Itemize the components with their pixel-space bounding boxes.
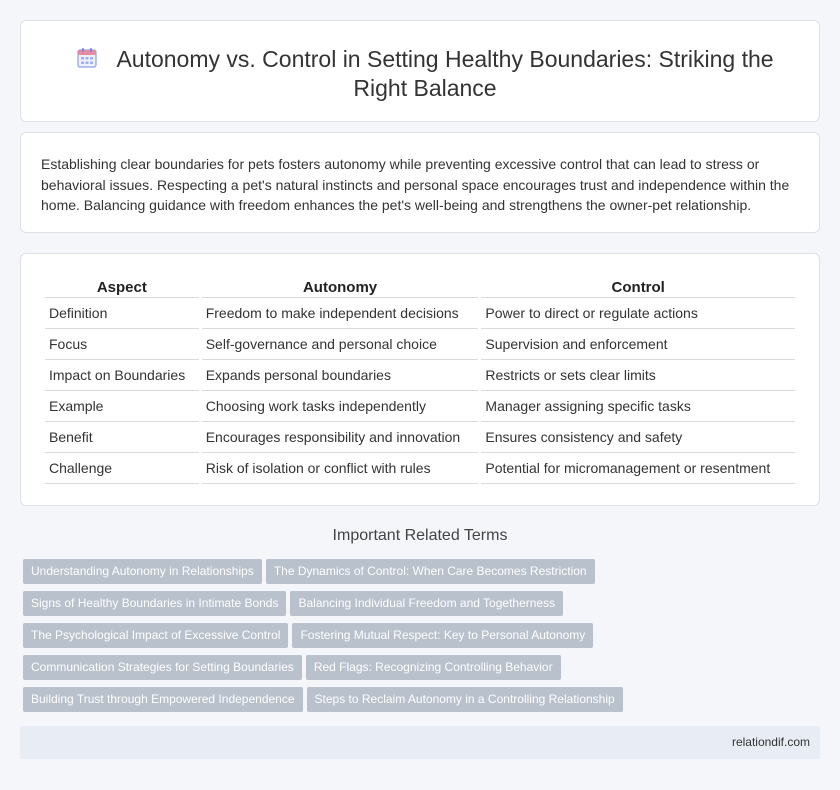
related-term-link[interactable]: The Dynamics of Control: When Care Becomes Restriction <box>266 559 595 584</box>
table-cell: Example <box>45 391 199 422</box>
related-terms-list <box>23 559 633 719</box>
table-header-row <box>45 276 795 298</box>
title-card <box>20 20 820 122</box>
table-cell: Challenge <box>45 453 199 484</box>
table-cell: Choosing work tasks independently <box>202 391 479 422</box>
table-cell: Benefit <box>45 422 199 453</box>
comparison-table <box>42 276 798 484</box>
related-term-link[interactable]: The Psychological Impact of Excessive Control <box>23 623 288 648</box>
related-term-link[interactable]: Signs of Healthy Boundaries in Intimate Bonds <box>23 591 286 616</box>
table-cell: Potential for micromanagement or resentment <box>481 453 795 484</box>
related-term-link[interactable]: Steps to Reclaim Autonomy in a Controlling Relationship <box>307 687 623 712</box>
table-cell: Encourages responsibility and innovation <box>202 422 479 453</box>
table-cell: Manager assigning specific tasks <box>481 391 795 422</box>
table-cell: Expands personal boundaries <box>202 360 479 391</box>
comparison-table-card <box>20 253 820 506</box>
table-cell: Restricts or sets clear limits <box>481 360 795 391</box>
table-cell: Risk of isolation or conflict with rules <box>202 453 479 484</box>
table-cell: Focus <box>45 329 199 360</box>
column-header-autonomy: Autonomy <box>202 276 479 298</box>
table-cell: Supervision and enforcement <box>481 329 795 360</box>
table-cell: Freedom to make independent decisions <box>202 298 479 329</box>
related-term-link[interactable]: Building Trust through Empowered Independence <box>23 687 303 712</box>
footer-site-link[interactable]: relationdif.com <box>731 735 810 749</box>
table-cell: Impact on Boundaries <box>45 360 199 391</box>
table-row <box>45 360 795 391</box>
table-row <box>45 298 795 329</box>
table-cell: Ensures consistency and safety <box>481 422 795 453</box>
column-header-aspect: Aspect <box>45 276 199 298</box>
related-term-link[interactable]: Communication Strategies for Setting Boundaries <box>23 655 302 680</box>
intro-text: Establishing clear boundaries for pets fosters autonomy while preventing excessive control that can lead to stress or behavioral issues. Respecting a pet's natural instincts and personal space encourages trust and independence within the home. Balancing guidance with freedom enhances the pet's well-being and strengthens the owner-pet relationship. <box>41 156 790 213</box>
table-row <box>45 422 795 453</box>
column-header-control: Control <box>481 276 795 298</box>
related-term-link[interactable]: Fostering Mutual Respect: Key to Personal Autonomy <box>292 623 593 648</box>
table-cell: Self-governance and personal choice <box>202 329 479 360</box>
table-row <box>45 391 795 422</box>
page-title-wrap <box>61 45 789 103</box>
table-cell: Definition <box>45 298 199 329</box>
table-row <box>45 453 795 484</box>
calendar-icon <box>76 47 98 69</box>
footer <box>20 726 820 759</box>
table-row <box>45 329 795 360</box>
related-term-link[interactable]: Understanding Autonomy in Relationships <box>23 559 262 584</box>
related-terms-heading: Important Related Terms <box>332 527 508 544</box>
page-title: Autonomy vs. Control in Setting Healthy Boundaries: Striking the Right Balance <box>116 46 774 101</box>
intro-card <box>20 132 820 233</box>
table-cell: Power to direct or regulate actions <box>481 298 795 329</box>
related-term-link[interactable]: Balancing Individual Freedom and Togetherness <box>290 591 563 616</box>
related-term-link[interactable]: Red Flags: Recognizing Controlling Behavior <box>306 655 561 680</box>
